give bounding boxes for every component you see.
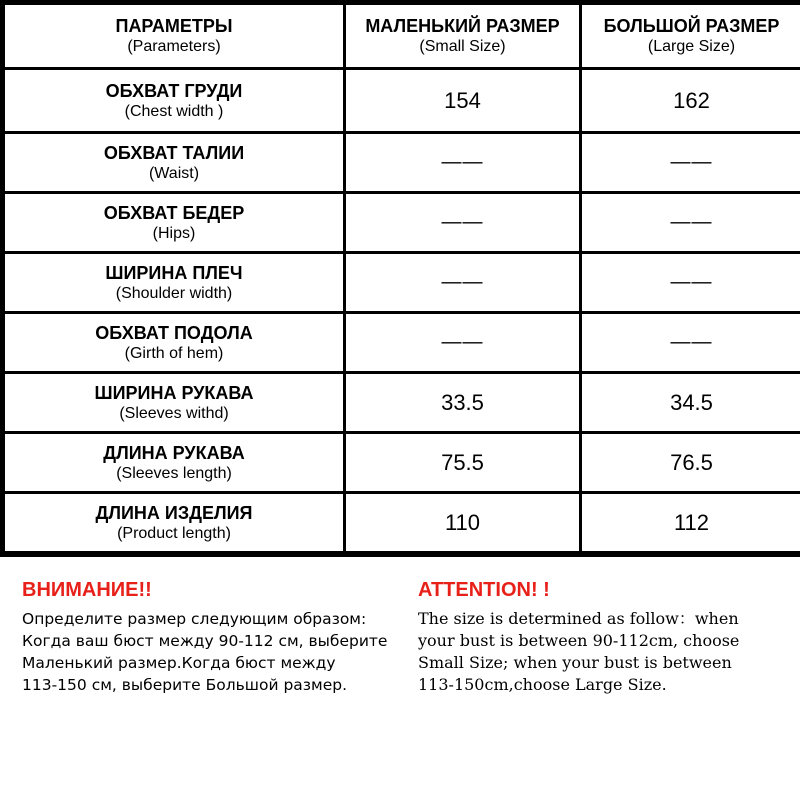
header-large-size-en: (Large Size) bbox=[647, 38, 736, 55]
header-small-size bbox=[346, 5, 579, 67]
large-size-value: 112 bbox=[582, 494, 800, 551]
large-size-value: —— bbox=[582, 314, 800, 371]
param-name-ru: ОБХВАТ ТАЛИИ bbox=[103, 142, 245, 163]
attention-note-en bbox=[418, 578, 798, 696]
attention-body-en: The size is determined as follow：when your bust is between 90-112cm, choose Small Size; when your bust is between 113-150cm,choose Large Size. bbox=[418, 609, 740, 694]
size-chart-grid bbox=[5, 5, 795, 552]
header-large-size-ru: БОЛЬШОЙ РАЗМЕР bbox=[603, 16, 780, 36]
large-size-value: —— bbox=[582, 254, 800, 311]
large-size-value: 162 bbox=[582, 70, 800, 131]
param-name-en: (Hips) bbox=[152, 224, 196, 242]
header-small-size-ru: МАЛЕНЬКИЙ РАЗМЕР bbox=[365, 16, 560, 36]
row-param-label bbox=[5, 194, 343, 251]
large-size-value: —— bbox=[582, 194, 800, 251]
header-parameters-ru: ПАРАМЕТРЫ bbox=[115, 16, 233, 36]
param-name-ru: ДЛИНА РУКАВА bbox=[103, 442, 245, 463]
attention-title-ru: ВНИМАНИЕ!! bbox=[22, 579, 152, 601]
small-size-value: 33.5 bbox=[346, 374, 579, 431]
header-large-size bbox=[582, 5, 800, 67]
param-name-en: (Chest width ) bbox=[124, 102, 224, 120]
row-param-label bbox=[5, 374, 343, 431]
attention-note-ru bbox=[22, 578, 407, 696]
small-size-value: 75.5 bbox=[346, 434, 579, 491]
param-name-ru: ОБХВАТ ПОДОЛА bbox=[95, 322, 253, 343]
param-name-en: (Girth of hem) bbox=[124, 344, 224, 362]
large-size-value: 34.5 bbox=[582, 374, 800, 431]
large-size-value: —— bbox=[582, 134, 800, 191]
param-name-ru: ОБХВАТ ГРУДИ bbox=[105, 80, 243, 101]
row-param-label bbox=[5, 434, 343, 491]
large-size-value: 76.5 bbox=[582, 434, 800, 491]
param-name-en: (Sleeves withd) bbox=[119, 404, 229, 422]
row-param-label bbox=[5, 134, 343, 191]
attention-body-ru: Определите размер следующим образом: Когда ваш бюст между 90-112 см, выберите Маленький размер.Когда бюст между 113-150 см, выберите Большой размер. bbox=[22, 610, 388, 694]
param-name-ru: ШИРИНА РУКАВА bbox=[94, 382, 254, 403]
row-param-label bbox=[5, 494, 343, 551]
param-name-en: (Waist) bbox=[148, 164, 200, 182]
header-small-size-en: (Small Size) bbox=[419, 38, 506, 55]
attention-title-en: ATTENTION! ! bbox=[418, 579, 550, 601]
param-name-en: (Shoulder width) bbox=[115, 284, 233, 302]
small-size-value: 154 bbox=[346, 70, 579, 131]
param-name-ru: ОБХВАТ БЕДЕР bbox=[103, 202, 245, 223]
param-name-ru: ШИРИНА ПЛЕЧ bbox=[105, 262, 243, 283]
row-param-label bbox=[5, 254, 343, 311]
param-name-en: (Product length) bbox=[117, 524, 231, 542]
param-name-en: (Sleeves length) bbox=[116, 464, 232, 482]
header-parameters-en: (Parameters) bbox=[127, 38, 221, 55]
small-size-value: —— bbox=[346, 194, 579, 251]
small-size-value: —— bbox=[346, 134, 579, 191]
header-parameters bbox=[5, 5, 343, 67]
small-size-value: —— bbox=[346, 254, 579, 311]
small-size-value: 110 bbox=[346, 494, 579, 551]
param-name-ru: ДЛИНА ИЗДЕЛИЯ bbox=[95, 502, 253, 523]
small-size-value: —— bbox=[346, 314, 579, 371]
row-param-label bbox=[5, 70, 343, 131]
row-param-label bbox=[5, 314, 343, 371]
